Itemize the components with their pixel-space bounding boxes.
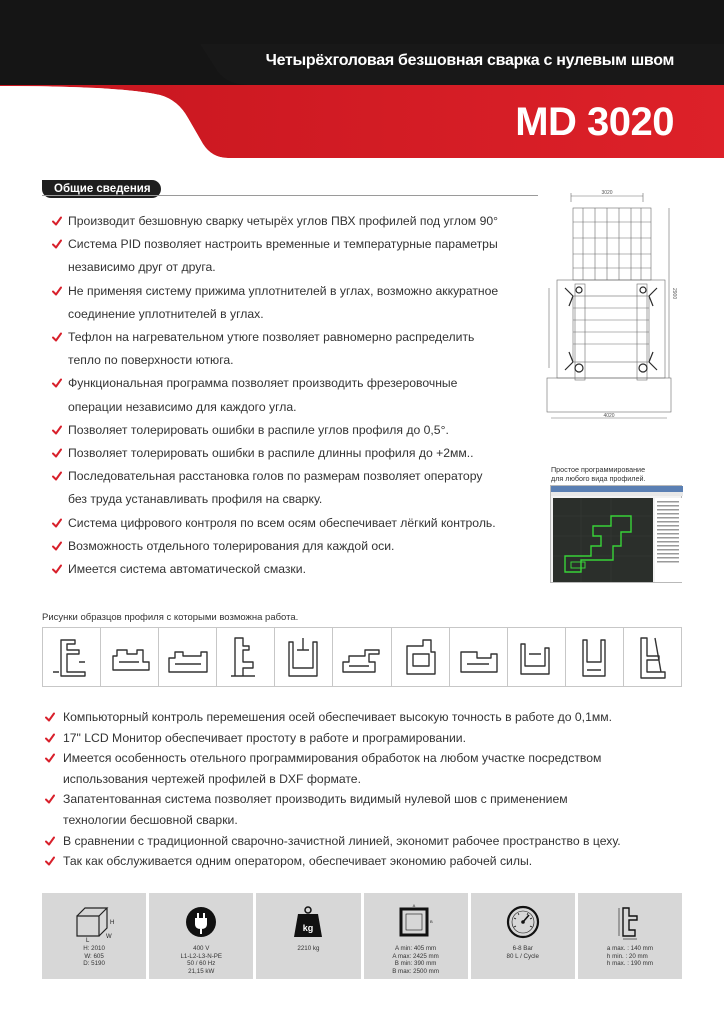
dimension-bottom: 4020: [603, 413, 615, 419]
advantage-item: [45, 851, 685, 872]
profile-sample-9: [508, 628, 566, 686]
checkmark-icon: [45, 836, 55, 846]
profile-sketch-icon: [451, 632, 505, 682]
power-plug-icon: [184, 901, 218, 943]
checkmark-icon: [45, 733, 55, 743]
advantage-text: Имеется особенность отельного программирования обработок на любом участке посредством: [63, 751, 602, 766]
spec-frame-size: [364, 893, 468, 979]
checkmark-icon: [45, 794, 55, 804]
profile-sketch-icon: [45, 632, 99, 682]
page-header: [0, 0, 724, 165]
feature-text: Производит безшовную сварку четырёх углов ПВХ профилей под углом 90°: [68, 214, 499, 228]
feature-text: Имеется система автоматической смазки.: [68, 562, 306, 577]
software-screenshot: [550, 485, 682, 583]
screenshot-caption-line1: Простое программирование: [551, 465, 646, 474]
profile-sketch-icon: [625, 632, 679, 682]
spec-air-pressure-values: 6-8 Bar 80 L / Cycle: [506, 945, 539, 960]
feature-text: Не применяя систему прижима уплотнителей в углах, возможно аккуратное: [68, 283, 499, 298]
spec-weight-values: 2210 kg: [297, 945, 320, 952]
screenshot-caption: [551, 465, 691, 483]
model-name: MD 3020: [515, 100, 674, 144]
advantage-text: использования чертежей профилей в DXF формате.: [63, 771, 361, 786]
feature-item: [52, 465, 542, 488]
svg-text:B: B: [429, 919, 433, 924]
feature-item: [52, 419, 542, 442]
checkmark-icon: [52, 239, 62, 249]
profile-sketch-icon: [161, 632, 215, 682]
checkmark-icon: [52, 378, 62, 388]
advantage-item: [45, 728, 685, 749]
general-feature-list: [52, 210, 542, 581]
feature-text: без труда устанавливать профиля на сварку.: [68, 492, 323, 507]
feature-item: [52, 256, 542, 279]
section-divider: [42, 195, 538, 196]
dimension-top: 3020: [601, 190, 613, 196]
feature-text: Позволяет толерировать ошибки в распиле длинны профиля до +2мм..: [68, 446, 474, 461]
spec-power: [149, 893, 253, 979]
profile-sample-11: [624, 628, 681, 686]
feature-item: [52, 558, 542, 581]
frame-size-icon: [396, 901, 436, 943]
profile-sample-2: [101, 628, 159, 686]
feature-item: [52, 442, 542, 465]
feature-text: соединение уплотнителей в углах.: [68, 306, 264, 321]
profile-sketch-icon: [393, 632, 447, 682]
feature-text: Тефлон на нагревательном утюге позволяет равномерно распределить: [68, 330, 475, 345]
profile-sample-5: [275, 628, 333, 686]
feature-item: [52, 535, 542, 558]
checkmark-icon: [52, 541, 62, 551]
profile-sample-6: [333, 628, 391, 686]
feature-item: [52, 326, 542, 349]
advantage-item: [45, 748, 685, 769]
profiles-caption: Рисунки образцов профиля с которыми возможна работа.: [42, 612, 299, 623]
feature-text: Система цифрового контроля по всем осям обеспечивает лёгкий контроль.: [68, 515, 496, 530]
advantage-text: Запатентованная система позволяет производить видимый нулевой шов с применением: [63, 792, 568, 807]
dimension-right: 2900: [671, 288, 677, 300]
dimension-label-w: W: [106, 934, 112, 940]
profile-sketch-icon: [335, 632, 389, 682]
feature-item: [52, 372, 542, 395]
advantage-text: 17" LCD Монитор обеспечивает простоту в работе и програмировании.: [63, 730, 466, 745]
spec-dimensions: [42, 893, 146, 979]
page-title: Четырёхголовая безшовная сварка с нулевым швом: [265, 52, 674, 69]
profile-sketch-icon: [103, 632, 157, 682]
pressure-gauge-icon: [506, 901, 540, 943]
checkmark-icon: [52, 448, 62, 458]
checkmark-icon: [52, 332, 62, 342]
screenshot-caption-line2: для любого вида профилей.: [551, 474, 646, 483]
spec-air-pressure: [471, 893, 575, 979]
svg-text:A: A: [412, 903, 415, 908]
checkmark-icon: [52, 425, 62, 435]
feature-item: [52, 303, 542, 326]
spec-profile-size-values: a max. : 140 mm h min. : 20 mm h max. : 190 mm: [606, 945, 653, 968]
feature-text: Функциональная программа позволяет производить фрезеровочные: [68, 376, 458, 391]
spec-frame-size-values: A min: 405 mm A max: 2425 mm B min: 390 mm B max: 2500 mm: [392, 945, 439, 975]
checkmark-icon: [52, 286, 62, 296]
advantage-item: [45, 769, 685, 790]
section-heading-general: Общие сведения: [42, 180, 161, 198]
profile-sample-8: [450, 628, 508, 686]
checkmark-icon: [45, 753, 55, 763]
feature-text: операции независимо для каждого угла.: [68, 399, 297, 414]
profile-sample-4: [217, 628, 275, 686]
feature-text: независимо друг от друга.: [68, 260, 216, 275]
profile-sample-1: [43, 628, 101, 686]
feature-text: Возможность отдельного толерирования для каждой оси.: [68, 538, 395, 553]
profile-sample-3: [159, 628, 217, 686]
advantage-text: В сравнении с традиционной сварочно-зачистной линией, экономит рабочее пространство в цеху.: [63, 833, 621, 848]
advantage-text: Так как обслуживается одним оператором, обеспечивает экономию рабочей силы.: [63, 854, 533, 869]
checkmark-icon: [52, 216, 62, 226]
checkmark-icon: [45, 856, 55, 866]
spec-weight: [256, 893, 360, 979]
feature-text: Позволяет толерировать ошибки в распиле углов профиля до 0,5°.: [68, 422, 449, 437]
feature-item: [52, 280, 542, 303]
advantages-list: [45, 707, 685, 872]
profile-section-icon: [615, 901, 645, 943]
checkmark-icon: [52, 471, 62, 481]
checkmark-icon: [45, 712, 55, 722]
advantage-text: Компьюторный контроль перемешения осей обеспечивает высокую точность в работе до 0,1мм.: [63, 710, 612, 724]
feature-item: [52, 210, 542, 233]
profile-sketch-icon: [509, 632, 563, 682]
advantage-item: [45, 707, 685, 728]
feature-item: [52, 233, 542, 256]
advantage-text: технологии бесшовной сварки.: [63, 812, 238, 827]
checkmark-icon: [52, 564, 62, 574]
dimension-label-l: L: [86, 938, 90, 944]
spec-power-values: 400 V L1-L2-L3-N-PE 50 / 60 Hz 21,15 kW: [180, 945, 223, 975]
dimension-label-h: H: [110, 920, 115, 926]
profile-sample-7: [392, 628, 450, 686]
feature-text: тепло по поверхности ютюга.: [68, 353, 234, 368]
spec-dimensions-values: H: 2010 W: 605 D: 5190: [83, 945, 105, 968]
profile-sketch-icon: [219, 632, 273, 682]
profile-samples-strip: [42, 627, 682, 687]
advantage-item: [45, 831, 685, 852]
feature-item: [52, 488, 542, 511]
feature-item: [52, 512, 542, 535]
weight-kg-icon: [292, 901, 324, 943]
profile-sketch-icon: [567, 632, 621, 682]
profile-sample-10: [566, 628, 624, 686]
profile-sketch-icon: [277, 632, 331, 682]
machine-top-view-drawing: [543, 188, 675, 423]
advantage-item: [45, 810, 685, 831]
feature-item: [52, 349, 542, 372]
feature-text: Последовательная расстановка голов по размерам позволяет оператору: [68, 469, 483, 484]
specs-panel: [42, 893, 682, 979]
dimensions-box-icon: [69, 901, 119, 943]
advantage-item: [45, 789, 685, 810]
checkmark-icon: [52, 518, 62, 528]
spec-profile-size: [578, 893, 682, 979]
feature-item: [52, 396, 542, 419]
feature-text: Система PID позволяет настроить временные и температурные параметры: [68, 237, 498, 252]
svg-text:kg: kg: [303, 923, 314, 933]
